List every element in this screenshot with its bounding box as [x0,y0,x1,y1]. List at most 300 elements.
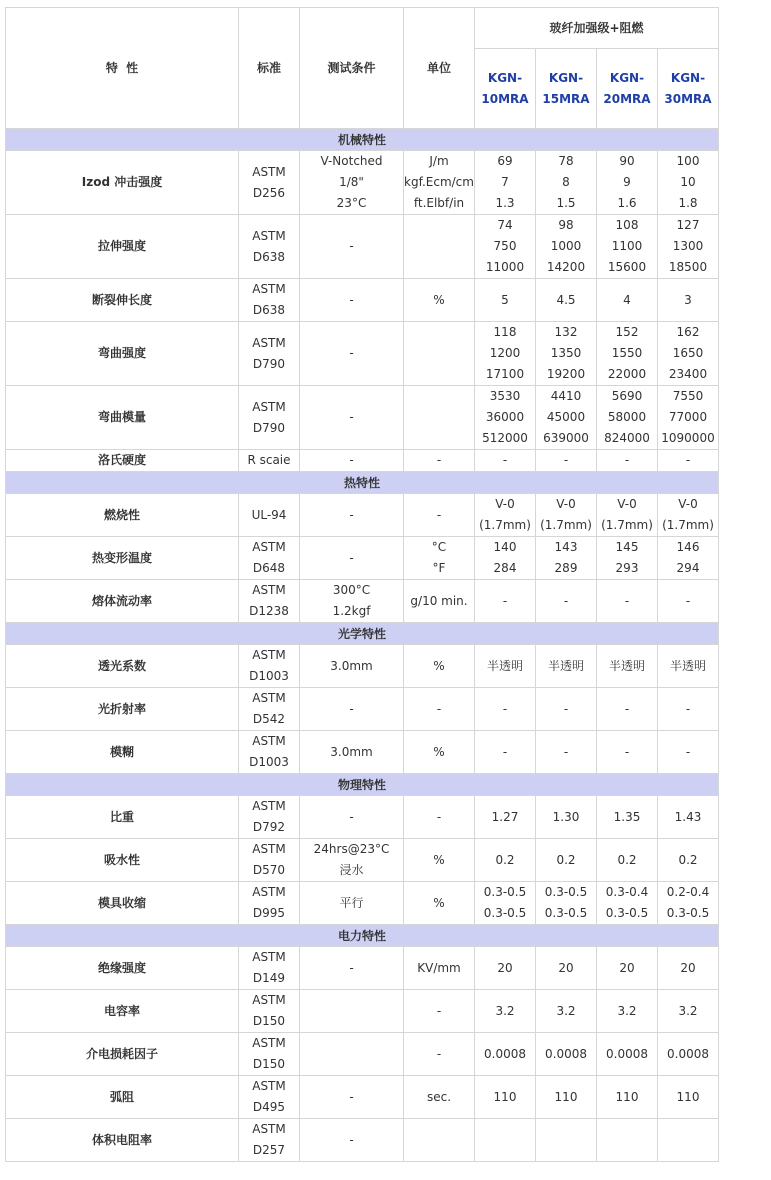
value-cell [536,645,597,688]
unit-cell [404,796,475,839]
standard-cell-line: D256 [252,185,286,200]
value-cell-line: 69 [497,154,513,168]
value-cell-line: 143 [554,540,578,554]
condition-cell [300,688,404,731]
value-cell [536,947,597,990]
standard-cell [239,947,300,990]
condition-cell [300,580,404,623]
value-cell [658,947,719,990]
property-name: 弧阻 [6,1076,239,1119]
value-cell [475,731,536,774]
value-cell-line: 22000 [607,367,647,381]
value-cell-line: - [502,701,508,716]
standard-cell-line: D790 [252,356,286,371]
value-cell-line: 110 [676,1089,700,1104]
condition-cell [300,882,404,925]
value-cell-line: 3530 [489,389,521,403]
property-name: 吸水性 [6,839,239,882]
value-cell-line: 15600 [607,260,647,274]
value-cell-line: 100 [676,154,700,168]
value-cell-line: 289 [554,561,578,575]
condition-cell-line: - [349,701,354,716]
standard-cell-line: R scaie [247,453,291,467]
value-cell [475,645,536,688]
value-cell-line: 1000 [550,239,582,253]
value-cell [536,990,597,1033]
value-cell-line: 162 [676,325,700,339]
value-cell-line: 45000 [546,410,586,424]
value-cell-line: 0.3-0.4 [605,885,649,899]
unit-cell [404,731,475,774]
unit-cell-line: % [433,658,445,673]
spec-table-container [5,7,719,1162]
value-cell [475,215,536,279]
standard-cell [239,990,300,1033]
condition-cell [300,839,404,882]
value-cell [536,151,597,215]
condition-cell-line: - [349,292,354,307]
standard-cell [239,580,300,623]
value-cell [597,494,658,537]
section-header-row [6,925,719,947]
value-cell-line: V-0 [617,497,637,511]
unit-cell [404,494,475,537]
value-cell-line: 0.2-0.4 [666,885,710,899]
value-cell-line: 1200 [489,346,521,360]
unit-cell [404,1076,475,1119]
property-name: 模具收缩 [6,882,239,925]
grade-line: KGN- [548,70,584,85]
value-cell-line: 3.2 [495,1003,515,1018]
unit-cell-line: - [436,1003,442,1018]
condition-cell-line: 300°C [332,583,371,597]
section-title: 机械特性 [6,129,719,151]
value-cell-line: 1300 [672,239,704,253]
grade-line: KGN- [609,70,645,85]
value-cell [597,839,658,882]
value-cell-line: 74 [497,218,513,232]
standard-cell-line: ASTM [252,799,286,813]
value-cell-line: 20 [497,960,513,975]
value-cell-line: 146 [676,540,700,554]
standard-cell [239,450,300,472]
value-cell-line: 108 [615,218,639,232]
value-cell [597,322,658,386]
condition-cell [300,1076,404,1119]
table-row [6,279,719,322]
standard-cell [239,322,300,386]
value-cell [536,322,597,386]
table-body [6,8,719,1162]
value-cell-line: (1.7mm) [601,518,653,532]
property-name: Izod 冲击强度 [6,151,239,215]
value-cell [597,645,658,688]
standard-cell-line: ASTM [252,691,286,705]
grade-line: 15MRA [542,91,590,106]
value-cell [475,494,536,537]
standard-cell [239,537,300,580]
value-cell [597,1119,658,1162]
standard-cell-line: D257 [252,1143,286,1157]
unit-cell [404,990,475,1033]
value-cell [475,151,536,215]
value-cell-line: 3.2 [617,1003,637,1018]
value-cell-line: 512000 [482,431,528,445]
value-cell-line: - [502,744,508,759]
condition-cell [300,386,404,450]
property-name: 拉伸强度 [6,215,239,279]
value-cell [597,151,658,215]
value-cell-line: 10 [680,175,696,189]
value-cell-line: 0.3-0.5 [605,906,649,920]
condition-cell-line: 1/8" [339,175,364,189]
value-cell [658,537,719,580]
table-row [6,151,719,215]
table-row [6,1033,719,1076]
value-cell [475,580,536,623]
value-cell-line: 0.2 [617,852,637,867]
section-title: 光学特性 [6,623,719,645]
standard-cell-line: D570 [252,863,286,877]
grade-line: 20MRA [603,91,651,106]
value-cell-line: 7550 [672,389,704,403]
condition-cell-line: - [349,1132,354,1147]
value-cell [658,796,719,839]
value-cell [658,882,719,925]
value-cell-line: - [685,453,691,467]
value-cell-line: 半透明 [669,658,706,673]
condition-cell-line: 3.0mm [330,744,373,759]
unit-cell [404,580,475,623]
value-cell-line: 145 [615,540,639,554]
standard-cell-line: ASTM [252,842,286,856]
value-cell-line: 1.43 [674,809,702,824]
unit-cell-line: kgf.Ecm/cm [404,175,474,189]
standard-cell [239,386,300,450]
value-cell [536,882,597,925]
value-cell-line: 4.5 [556,292,576,307]
property-name: 电容率 [6,990,239,1033]
unit-cell-line: % [433,744,445,759]
value-cell-line: 1.35 [613,809,641,824]
standard-cell [239,151,300,215]
condition-cell-line: - [349,960,354,975]
table-row [6,947,719,990]
unit-cell [404,688,475,731]
value-cell-line: 0.0008 [667,1046,709,1061]
condition-cell-line: - [349,507,354,522]
value-cell [658,215,719,279]
standard-cell-line: ASTM [252,164,286,179]
value-cell [597,688,658,731]
standard-cell-line: ASTM [252,228,286,243]
unit-cell-line: % [433,292,445,307]
condition-cell-line: 浸水 [339,863,364,877]
unit-cell [404,151,475,215]
standard-cell [239,731,300,774]
value-cell-line: 140 [493,540,517,554]
value-cell-line: 0.0008 [606,1046,648,1061]
table-row [6,215,719,279]
table-row [6,1119,719,1162]
header-standard: 标准 [239,8,300,129]
value-cell [658,839,719,882]
value-cell [536,1119,597,1162]
value-cell [536,537,597,580]
unit-cell [404,215,475,279]
standard-cell-line: ASTM [252,399,286,414]
value-cell-line: 36000 [485,410,525,424]
grade-line: KGN- [487,70,523,85]
value-cell [658,450,719,472]
value-cell [597,947,658,990]
unit-cell-line: - [436,809,442,824]
value-cell [597,882,658,925]
condition-cell [300,322,404,386]
value-cell-line: 半透明 [608,658,645,673]
unit-cell-line: KV/mm [417,960,461,975]
property-name: 透光系数 [6,645,239,688]
value-cell [536,688,597,731]
value-cell [475,279,536,322]
material-spec-table [5,7,719,1162]
standard-cell [239,645,300,688]
value-cell-line: 1.3 [495,196,515,210]
table-row [6,796,719,839]
condition-cell [300,731,404,774]
condition-cell-line: 23°C [336,196,367,210]
value-cell [658,645,719,688]
value-cell-line: 1650 [672,346,704,360]
standard-cell-line: ASTM [252,335,286,350]
value-cell-line: 5 [501,292,509,307]
section-header-row [6,472,719,494]
header-row-top [6,8,719,49]
header-group: 玻纤加强级+阻燃 [475,8,719,49]
condition-cell-line: - [349,239,354,253]
value-cell-line: 1.8 [678,196,698,210]
condition-cell-line: - [349,453,354,467]
value-cell-line: 78 [558,154,574,168]
value-cell-line: 58000 [607,410,647,424]
standard-cell-line: D495 [252,1100,286,1114]
value-cell-line: - [563,453,569,467]
value-cell-line: 1350 [550,346,582,360]
unit-cell [404,450,475,472]
condition-cell [300,990,404,1033]
standard-cell-line: D150 [252,1057,286,1071]
table-row [6,322,719,386]
value-cell-line: 11000 [485,260,525,274]
value-cell [597,537,658,580]
table-row [6,839,719,882]
value-cell-line: (1.7mm) [479,518,531,532]
value-cell [658,1033,719,1076]
unit-cell-line: J/m [429,154,449,168]
value-cell-line: 半透明 [486,658,523,673]
unit-cell-line: - [436,507,442,522]
value-cell-line: 0.0008 [545,1046,587,1061]
property-name: 弯曲模量 [6,386,239,450]
value-cell [536,1076,597,1119]
value-cell-line: 3.2 [556,1003,576,1018]
property-name: 绝缘强度 [6,947,239,990]
value-cell-line: 18500 [668,260,708,274]
value-cell [597,796,658,839]
condition-cell-line: 24hrs@23°C [313,842,390,856]
standard-cell [239,839,300,882]
condition-cell [300,537,404,580]
value-cell [475,882,536,925]
unit-cell-line: - [436,701,442,716]
value-cell-line: 110 [615,1089,639,1104]
table-row [6,731,719,774]
standard-cell-line: ASTM [252,734,286,748]
value-cell-line: 132 [554,325,578,339]
condition-cell [300,645,404,688]
value-cell [597,279,658,322]
standard-cell [239,1076,300,1119]
grade-line: 30MRA [664,91,712,106]
value-cell [536,1033,597,1076]
value-cell [536,279,597,322]
value-cell-line: 77000 [668,410,708,424]
condition-cell-line: - [349,809,354,824]
value-cell [475,537,536,580]
condition-cell-line: V-Notched [320,154,383,168]
standard-cell-line: ASTM [252,540,286,554]
standard-cell [239,494,300,537]
unit-cell [404,1119,475,1162]
value-cell-line: - [502,453,508,467]
value-cell-line: V-0 [495,497,515,511]
standard-cell-line: D790 [252,420,286,435]
value-cell-line: 0.3-0.5 [544,906,588,920]
value-cell [475,450,536,472]
table-row [6,537,719,580]
standard-cell-line: ASTM [252,282,286,296]
table-row [6,882,719,925]
unit-cell-line: % [433,895,445,910]
unit-cell [404,537,475,580]
condition-cell-line: 平行 [339,895,364,910]
unit-cell [404,947,475,990]
value-cell-line: 17100 [485,367,525,381]
value-cell [658,386,719,450]
standard-cell [239,1033,300,1076]
value-cell [658,151,719,215]
standard-cell-line: D542 [252,712,286,726]
value-cell-line: - [563,701,569,716]
value-cell-line: - [624,453,630,467]
standard-cell [239,279,300,322]
value-cell-line: - [685,744,691,759]
value-cell-line: 0.0008 [484,1046,526,1061]
standard-cell-line: ASTM [252,1036,286,1050]
unit-cell [404,839,475,882]
value-cell-line: 1.30 [552,809,580,824]
grade-line: KGN- [670,70,706,85]
condition-cell [300,151,404,215]
property-name: 熔体流动率 [6,580,239,623]
value-cell-line: - [685,701,691,716]
value-cell-line: 0.3-0.5 [483,906,527,920]
value-cell [536,731,597,774]
value-cell-line: 824000 [604,431,650,445]
value-cell-line: 639000 [543,431,589,445]
standard-cell [239,688,300,731]
value-cell-line: V-0 [556,497,576,511]
unit-cell [404,882,475,925]
standard-cell [239,215,300,279]
value-cell [536,215,597,279]
value-cell [597,450,658,472]
standard-cell-line: D149 [252,971,286,985]
grade-header [658,49,719,129]
value-cell [658,990,719,1033]
value-cell [658,1119,719,1162]
value-cell-line: 3 [684,292,692,307]
property-name: 光折射率 [6,688,239,731]
value-cell [658,688,719,731]
unit-cell-line: - [436,1046,442,1061]
value-cell-line: 19200 [546,367,586,381]
value-cell-line: 20 [680,960,696,975]
value-cell-line: 118 [493,325,517,339]
condition-cell [300,494,404,537]
value-cell-line: 14200 [546,260,586,274]
value-cell [597,1033,658,1076]
value-cell [475,688,536,731]
standard-cell-line: D995 [252,906,286,920]
unit-cell [404,1033,475,1076]
condition-cell-line: - [349,346,354,360]
value-cell-line: 98 [558,218,574,232]
value-cell-line: 8 [562,175,570,189]
value-cell-line: 0.2 [556,852,576,867]
header-unit: 单位 [404,8,475,129]
value-cell-line: 23400 [668,367,708,381]
unit-cell [404,279,475,322]
table-row [6,386,719,450]
value-cell [597,386,658,450]
unit-cell [404,645,475,688]
condition-cell [300,796,404,839]
value-cell-line: 750 [493,239,517,253]
standard-cell-line: D1003 [249,669,289,683]
condition-cell [300,1033,404,1076]
value-cell-line: 1.5 [556,196,576,210]
unit-cell-line: - [436,453,442,467]
unit-cell [404,322,475,386]
standard-cell [239,882,300,925]
property-name: 比重 [6,796,239,839]
grade-header [597,49,658,129]
unit-cell-line: % [433,852,445,867]
condition-cell-line: 1.2kgf [332,604,371,618]
table-row [6,1076,719,1119]
section-title: 电力特性 [6,925,719,947]
value-cell-line: 110 [554,1089,578,1104]
value-cell [658,279,719,322]
value-cell [597,990,658,1033]
grade-header [536,49,597,129]
header-property: 特 性 [6,8,239,129]
section-title: 物理特性 [6,774,719,796]
value-cell [536,494,597,537]
standard-cell-line: D648 [252,561,286,575]
condition-cell [300,1119,404,1162]
